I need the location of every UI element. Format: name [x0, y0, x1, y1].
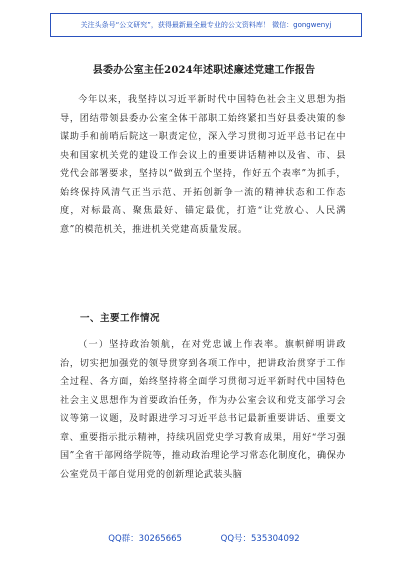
footer-qq-group: QQ群：30265665 — [108, 534, 182, 544]
promo-banner: 关注头条号“公文研究”，获得最新最全最专业的公文资料库！ 微信：gongwenyj — [50, 13, 362, 37]
document-title: 县委办公室主任2024年述职述廉述党建工作报告 — [92, 65, 316, 76]
footer-qq-number: QQ号：535304092 — [220, 534, 300, 544]
intro-paragraph: 今年以来，我坚持以习近平新时代中国特色社会主义思想为指导，团结带领县委办公室全体干部职工始终紧扣当好县委决策的参谋助手和前哨后院这一职责定位，深入学习贯彻习近平总书记在中央和国家机关党的建设工作会议上的重要讲话精神以及省、市、县党代会部署要求，坚持以“做到五个坚持，作好五个表率”为抓手，始终保持风清气正当示范、开拓创新争一流的精神状态和工作态度，对标最高、聚焦最好、锚定最优，打造“让党放心、人民满意”的模范机关，推进机关党建高质量发展。 — [60, 95, 346, 235]
section-paragraph: （一）坚持政治领航，在对党忠诚上作表率。旗帜鲜明讲政治，切实把加强党的领导贯穿到各项工作中，把讲政治贯穿于工作全过程、各方面，始终坚持将全面学习贯彻习近平新时代中国特色社会主义思想作为首要政治任务，作为办公室会议和党支部学习会议等第一议题，及时跟进学习习近平总书记最新重要讲话、重要文章、重要指示批示精神，持续巩固党史学习教育成果，用好“学习强国”全省干部网络学院等，推动政治理论学习常态化制度化，确保办公室党员干部自觉用党的创新理论武装头脑 — [60, 340, 346, 480]
section-heading: 一、主要工作情况 — [80, 313, 161, 324]
footer-contacts — [0, 532, 408, 544]
